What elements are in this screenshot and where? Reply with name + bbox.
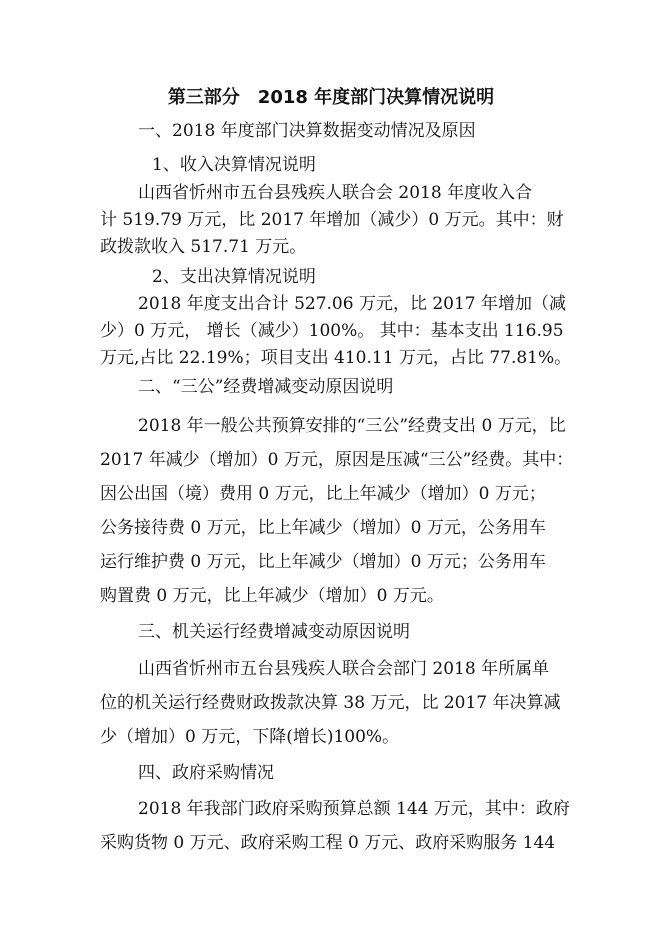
section-3-line-2: 位的机关运行经费财政拨款决算 38 万元，比 2017 年决算减: [100, 693, 561, 713]
expense-subheading: 2、支出决算情况说明: [152, 267, 316, 287]
expense-line-2: 少）0 万元， 增长（减少）100%。 其中：基本支出 116.95: [100, 321, 564, 341]
section-2-line-4: 公务接待费 0 万元，比上年减少（增加）0 万元，公务用车: [100, 518, 546, 538]
income-subheading: 1、收入决算情况说明: [152, 155, 316, 175]
section-2-heading: 二、“三公”经费增减变动原因说明: [138, 377, 394, 397]
section-2-line-6: 购置费 0 万元，比上年减少（增加）0 万元。: [100, 586, 444, 606]
section-2-line-5: 运行维护费 0 万元，比上年减少（增加）0 万元；公务用车: [100, 552, 546, 572]
expense-line-1: 2018 年度支出合计 527.06 万元，比 2017 年增加（减: [138, 294, 567, 314]
section-4-line-2: 采购货物 0 万元、政府采购工程 0 万元、政府采购服务 144: [100, 833, 556, 853]
section-4-heading: 四、政府采购情况: [138, 763, 274, 783]
section-2-line-2: 2017 年减少（增加）0 万元，原因是压减“三公”经费。其中：: [100, 450, 574, 470]
section-1-heading: 一、2018 年度部门决算数据变动情况及原因: [138, 121, 476, 141]
section-3-line-1: 山西省忻州市五台县残疾人联合会部门 2018 年所属单: [138, 659, 550, 679]
section-3-heading: 三、机关运行经费增减变动原因说明: [138, 622, 410, 642]
section-3-line-3: 少（增加）0 万元，下降(增长)100%。: [100, 727, 400, 747]
page-title: 第三部分 2018 年度部门决算情况说明: [167, 87, 495, 108]
section-2-line-3: 因公出国（境）费用 0 万元，比上年减少（增加）0 万元；: [100, 484, 546, 504]
income-line-2: 计 519.79 万元，比 2017 年增加（减少）0 万元。其中：财: [100, 210, 564, 230]
section-2-line-1: 2018 年一般公共预算安排的“三公”经费支出 0 万元，比: [138, 416, 566, 436]
income-line-1: 山西省忻州市五台县残疾人联合会 2018 年度收入合: [138, 183, 533, 203]
expense-line-3: 万元,占比 22.19%；项目支出 410.11 万元，占比 77.81%。: [100, 348, 572, 368]
income-line-3: 政拨款收入 517.71 万元。: [100, 237, 307, 257]
section-4-line-1: 2018 年我部门政府采购预算总额 144 万元，其中：政府: [138, 799, 570, 819]
